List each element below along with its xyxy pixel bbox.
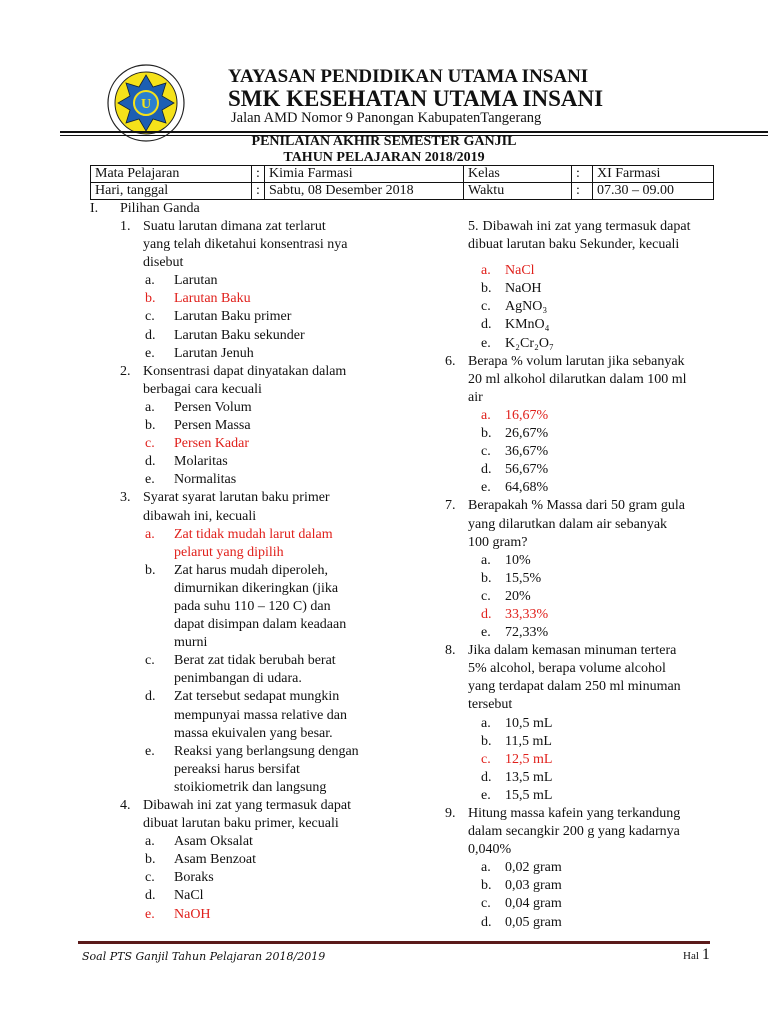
option-letter: c. xyxy=(481,588,491,604)
section-heading xyxy=(90,200,200,218)
answer-option xyxy=(445,443,735,461)
option-letter: c. xyxy=(481,299,491,315)
answer-option xyxy=(120,851,440,869)
option-letter: a. xyxy=(481,860,491,876)
option-text-line: 15,5 mL xyxy=(505,787,553,803)
answer-option xyxy=(445,751,735,769)
question-number: 1. xyxy=(120,219,131,234)
colon: : xyxy=(572,166,593,183)
question-number: 9. xyxy=(445,806,456,821)
option-letter: b. xyxy=(481,878,492,894)
answer-option xyxy=(120,906,440,924)
answer-option xyxy=(120,562,440,652)
option-text-line: 16,67% xyxy=(505,407,549,423)
option-letter: c. xyxy=(481,896,491,912)
option-text-line: pada suhu 110 – 120 C) dan xyxy=(174,598,331,614)
date-label: Hari, tanggal xyxy=(91,183,252,200)
question-number: 5. xyxy=(468,219,479,234)
option-text-line: murni xyxy=(174,635,208,651)
option-letter: e. xyxy=(481,787,491,803)
option-letter: a. xyxy=(481,552,491,568)
question xyxy=(445,497,735,642)
question-number: 7. xyxy=(445,498,456,514)
question-text-line: Berapa % volum larutan jika sebanyak xyxy=(468,353,685,369)
question-text-line: yang terdapat dalam 250 ml minuman xyxy=(468,679,681,695)
option-letter: b. xyxy=(145,852,156,868)
option-letter: e. xyxy=(145,345,155,361)
option-text-line: dimurnikan dikeringkan (jika xyxy=(174,580,339,596)
question-number: 6. xyxy=(445,353,456,369)
svg-text:U: U xyxy=(140,97,152,112)
answer-option xyxy=(120,453,440,471)
question-text-line: Jika dalam kemasan minuman tertera xyxy=(468,643,677,659)
option-letter: b. xyxy=(481,426,492,442)
option-letter: a. xyxy=(481,407,491,423)
option-letter: b. xyxy=(145,418,156,434)
option-letter: c. xyxy=(145,309,155,325)
option-text-line: Larutan xyxy=(174,273,218,289)
table-row xyxy=(91,183,714,200)
question-text-line: Hitung massa kafein yang terkandung xyxy=(468,806,681,821)
question-text-line: 5. Dibawah ini zat yang termasuk dapat xyxy=(468,219,691,234)
option-text-line: Asam Oksalat xyxy=(174,834,253,850)
question-number: 2. xyxy=(120,363,131,379)
answer-option xyxy=(120,290,440,308)
answer-option xyxy=(445,425,735,443)
school-address: Jalan AMD Nomor 9 Panongan KabupatenTangerang xyxy=(231,110,542,126)
option-letter: b. xyxy=(481,570,492,586)
option-letter: c. xyxy=(481,444,491,460)
option-letter: d. xyxy=(481,317,492,333)
answer-option xyxy=(445,588,735,606)
answer-option xyxy=(445,895,735,913)
option-text-line: Larutan Baku primer xyxy=(174,309,292,325)
option-text-line: mempunyai massa relative dan xyxy=(174,707,347,723)
page-num: 1 xyxy=(701,946,710,963)
option-text-line: 0,04 gram xyxy=(505,896,562,912)
option-letter: c. xyxy=(145,653,155,669)
footer-text: Soal PTS Ganjil Tahun Pelajaran 2018/2019 xyxy=(82,950,326,963)
option-letter: b. xyxy=(145,291,156,307)
option-letter: e. xyxy=(145,743,155,759)
option-letter: a. xyxy=(145,526,155,542)
answer-option xyxy=(120,272,440,290)
option-text-line: NaOH xyxy=(505,281,542,297)
option-text-line: dapat disimpan dalam keadaan xyxy=(174,617,347,633)
option-text-line: Boraks xyxy=(174,870,214,886)
time-value: 07.30 – 09.00 xyxy=(593,183,714,200)
option-text-line: 72,33% xyxy=(505,625,549,641)
option-text-line: pelarut yang dipilih xyxy=(174,544,284,560)
footer-rule xyxy=(78,941,710,944)
question-text-line: Dibawah ini zat yang termasuk dapat xyxy=(143,798,351,813)
option-text-line: Larutan Baku sekunder xyxy=(174,327,305,343)
answer-option xyxy=(120,652,440,688)
option-letter: a. xyxy=(145,273,155,289)
option-letter: b. xyxy=(481,733,492,749)
option-letter: d. xyxy=(481,769,492,785)
answer-option xyxy=(445,298,735,316)
question-text-line: 20 ml alkohol dilarutkan dalam 100 ml xyxy=(468,371,687,387)
question-text-line: 0,040% xyxy=(468,842,512,858)
question-text-line: Konsentrasi dapat dinyatakan dalam xyxy=(143,363,347,379)
option-letter: e. xyxy=(481,625,491,641)
option-text-line: 0,05 gram xyxy=(505,914,562,930)
option-text-line: massa ekuivalen yang besar. xyxy=(174,725,333,741)
answer-option xyxy=(445,715,735,733)
question-text-line: Suatu larutan dimana zat terlarut xyxy=(143,219,326,234)
option-text-line: 12,5 mL xyxy=(505,751,553,767)
right-column xyxy=(445,218,735,932)
option-text-line: NaCl xyxy=(505,263,535,279)
option-letter: d. xyxy=(145,689,156,705)
exam-info-table xyxy=(90,165,714,200)
option-text-line: pereaksi harus bersifat xyxy=(174,761,300,777)
option-letter: b. xyxy=(481,281,492,297)
class-value: XI Farmasi xyxy=(593,166,714,183)
question-text-line: dibuat larutan baku primer, kecuali xyxy=(143,816,339,832)
question-text-line: yang dilarutkan dalam air sebanyak xyxy=(468,516,668,532)
option-letter: e. xyxy=(145,472,155,488)
question-text-line: tersebut xyxy=(468,697,513,713)
question xyxy=(120,489,440,797)
option-text-line: K₂Cr₂O₇ xyxy=(505,335,554,351)
question xyxy=(120,797,440,924)
answer-option xyxy=(445,624,735,642)
answer-option xyxy=(120,688,440,742)
option-letter: d. xyxy=(481,606,492,622)
option-text-line: 10,5 mL xyxy=(505,715,553,731)
left-column xyxy=(120,218,440,924)
option-letter: e. xyxy=(481,335,491,351)
option-letter: d. xyxy=(145,888,156,904)
option-text-line: Reaksi yang berlangsung dengan xyxy=(174,743,359,759)
answer-option xyxy=(445,733,735,751)
question-text-line: air xyxy=(468,389,483,405)
answer-option xyxy=(120,887,440,905)
option-text-line: 36,67% xyxy=(505,444,549,460)
option-letter: c. xyxy=(145,436,155,452)
option-text-line: stoikiometrik dan langsung xyxy=(174,779,327,795)
question-text-line: yang telah diketahui konsentrasi nya xyxy=(143,237,348,253)
answer-option xyxy=(445,606,735,624)
time-label: Waktu xyxy=(464,183,572,200)
option-letter: a. xyxy=(145,834,155,850)
answer-option xyxy=(445,914,735,932)
exam-title: PENILAIAN AKHIR SEMESTER GANJIL xyxy=(251,134,517,149)
question-text-line: 100 gram? xyxy=(468,534,528,550)
answer-option xyxy=(445,479,735,497)
subject-label: Mata Pelajaran xyxy=(91,166,252,183)
option-text-line: Molaritas xyxy=(174,454,228,470)
colon: : xyxy=(252,166,265,183)
section-number: I. xyxy=(90,201,99,216)
foundation-name: YAYASAN PENDIDIKAN UTAMA INSANI xyxy=(228,66,589,87)
option-text-line: Persen Volum xyxy=(174,399,252,415)
table-row xyxy=(91,166,714,183)
option-letter: e. xyxy=(481,480,491,496)
answer-option xyxy=(120,833,440,851)
answer-option xyxy=(120,345,440,363)
answer-option xyxy=(445,461,735,479)
answer-option xyxy=(445,877,735,895)
option-text-line: 13,5 mL xyxy=(505,769,553,785)
answer-option xyxy=(445,280,735,298)
option-letter: a. xyxy=(481,715,491,731)
option-letter: a. xyxy=(481,263,491,279)
page-number xyxy=(683,946,710,964)
option-text-line: 20% xyxy=(505,588,531,604)
answer-option xyxy=(445,316,735,334)
answer-option xyxy=(120,869,440,887)
option-letter: d. xyxy=(481,914,492,930)
question-text-line: dalam secangkir 200 g yang kadarnya xyxy=(468,824,680,840)
date-value: Sabtu, 08 Desember 2018 xyxy=(265,183,464,200)
colon: : xyxy=(572,183,593,200)
option-text-line: Persen Kadar xyxy=(174,436,250,452)
option-text-line: NaOH xyxy=(174,906,211,922)
option-text-line: AgNO₃ xyxy=(505,299,548,315)
question-text-line: berbagai cara kecuali xyxy=(143,381,262,397)
answer-option xyxy=(445,552,735,570)
question-text-line: disebut xyxy=(143,255,184,271)
header-rule xyxy=(60,131,768,133)
option-text-line: 0,02 gram xyxy=(505,860,562,876)
option-text-line: Zat tidak mudah larut dalam xyxy=(174,526,333,542)
option-text-line: Zat tersebut sedapat mungkin xyxy=(174,689,340,705)
question xyxy=(120,218,440,363)
option-text-line: 10% xyxy=(505,552,531,568)
answer-option xyxy=(445,407,735,425)
option-text-line: 26,67% xyxy=(505,426,549,442)
answer-option xyxy=(120,526,440,562)
question-text-line: Berapakah % Massa dari 50 gram gula xyxy=(468,498,685,514)
question-number: 8. xyxy=(445,643,456,659)
option-text-line: Berat zat tidak berubah berat xyxy=(174,653,336,669)
answer-option xyxy=(445,570,735,588)
subject-value: Kimia Farmasi xyxy=(265,166,464,183)
question-text-line: Syarat syarat larutan baku primer xyxy=(143,490,330,506)
question xyxy=(445,642,735,805)
question xyxy=(445,353,735,498)
option-letter: d. xyxy=(481,462,492,478)
option-letter: d. xyxy=(145,454,156,470)
answer-option xyxy=(120,743,440,797)
question xyxy=(445,218,735,353)
option-text-line: NaCl xyxy=(174,888,204,904)
option-text-line: Larutan Jenuh xyxy=(174,345,254,361)
answer-option xyxy=(445,262,735,280)
option-text-line: 56,67% xyxy=(505,462,549,478)
answer-option xyxy=(445,769,735,787)
option-text-line: 33,33% xyxy=(505,606,549,622)
question xyxy=(445,805,735,932)
page-label: Hal xyxy=(683,950,699,962)
answer-option xyxy=(120,327,440,345)
option-letter: a. xyxy=(145,399,155,415)
option-text-line: 11,5 mL xyxy=(505,733,552,749)
answer-option xyxy=(120,399,440,417)
question xyxy=(120,363,440,490)
option-letter: e. xyxy=(145,906,155,922)
school-name: SMK KESEHATAN UTAMA INSANI xyxy=(228,86,604,111)
option-letter: c. xyxy=(481,751,491,767)
answer-option xyxy=(120,435,440,453)
class-label: Kelas xyxy=(464,166,572,183)
colon: : xyxy=(252,183,265,200)
option-text-line: Normalitas xyxy=(174,472,237,488)
option-text-line: Asam Benzoat xyxy=(174,852,257,868)
option-letter: c. xyxy=(145,870,155,886)
answer-option xyxy=(445,787,735,805)
option-text-line: KMnO₄ xyxy=(505,317,550,333)
option-text-line: 0,03 gram xyxy=(505,878,562,894)
option-letter: b. xyxy=(145,562,156,578)
option-text-line: Persen Massa xyxy=(174,418,251,434)
exam-year: TAHUN PELAJARAN 2018/2019 xyxy=(283,150,485,165)
spacer xyxy=(445,254,735,262)
question-text-line: dibuat larutan baku Sekunder, kecuali xyxy=(468,237,680,253)
section-title: Pilihan Ganda xyxy=(120,201,200,216)
question-number: 4. xyxy=(120,798,131,813)
option-text-line: penimbangan di udara. xyxy=(174,671,302,687)
question-number: 3. xyxy=(120,490,131,506)
answer-option xyxy=(120,471,440,489)
question-text-line: 5% alcohol, berapa volume alcohol xyxy=(468,661,666,677)
answer-option xyxy=(445,859,735,877)
answer-option xyxy=(120,308,440,326)
option-letter: d. xyxy=(145,327,156,343)
answer-option xyxy=(120,417,440,435)
option-text-line: 15,5% xyxy=(505,570,542,586)
question-text-line: dibawah ini, kecuali xyxy=(143,508,257,524)
option-text-line: Larutan Baku xyxy=(174,291,251,307)
option-text-line: 64,68% xyxy=(505,480,549,496)
option-text-line: Zat harus mudah diperoleh, xyxy=(174,562,328,578)
answer-option xyxy=(445,335,735,353)
